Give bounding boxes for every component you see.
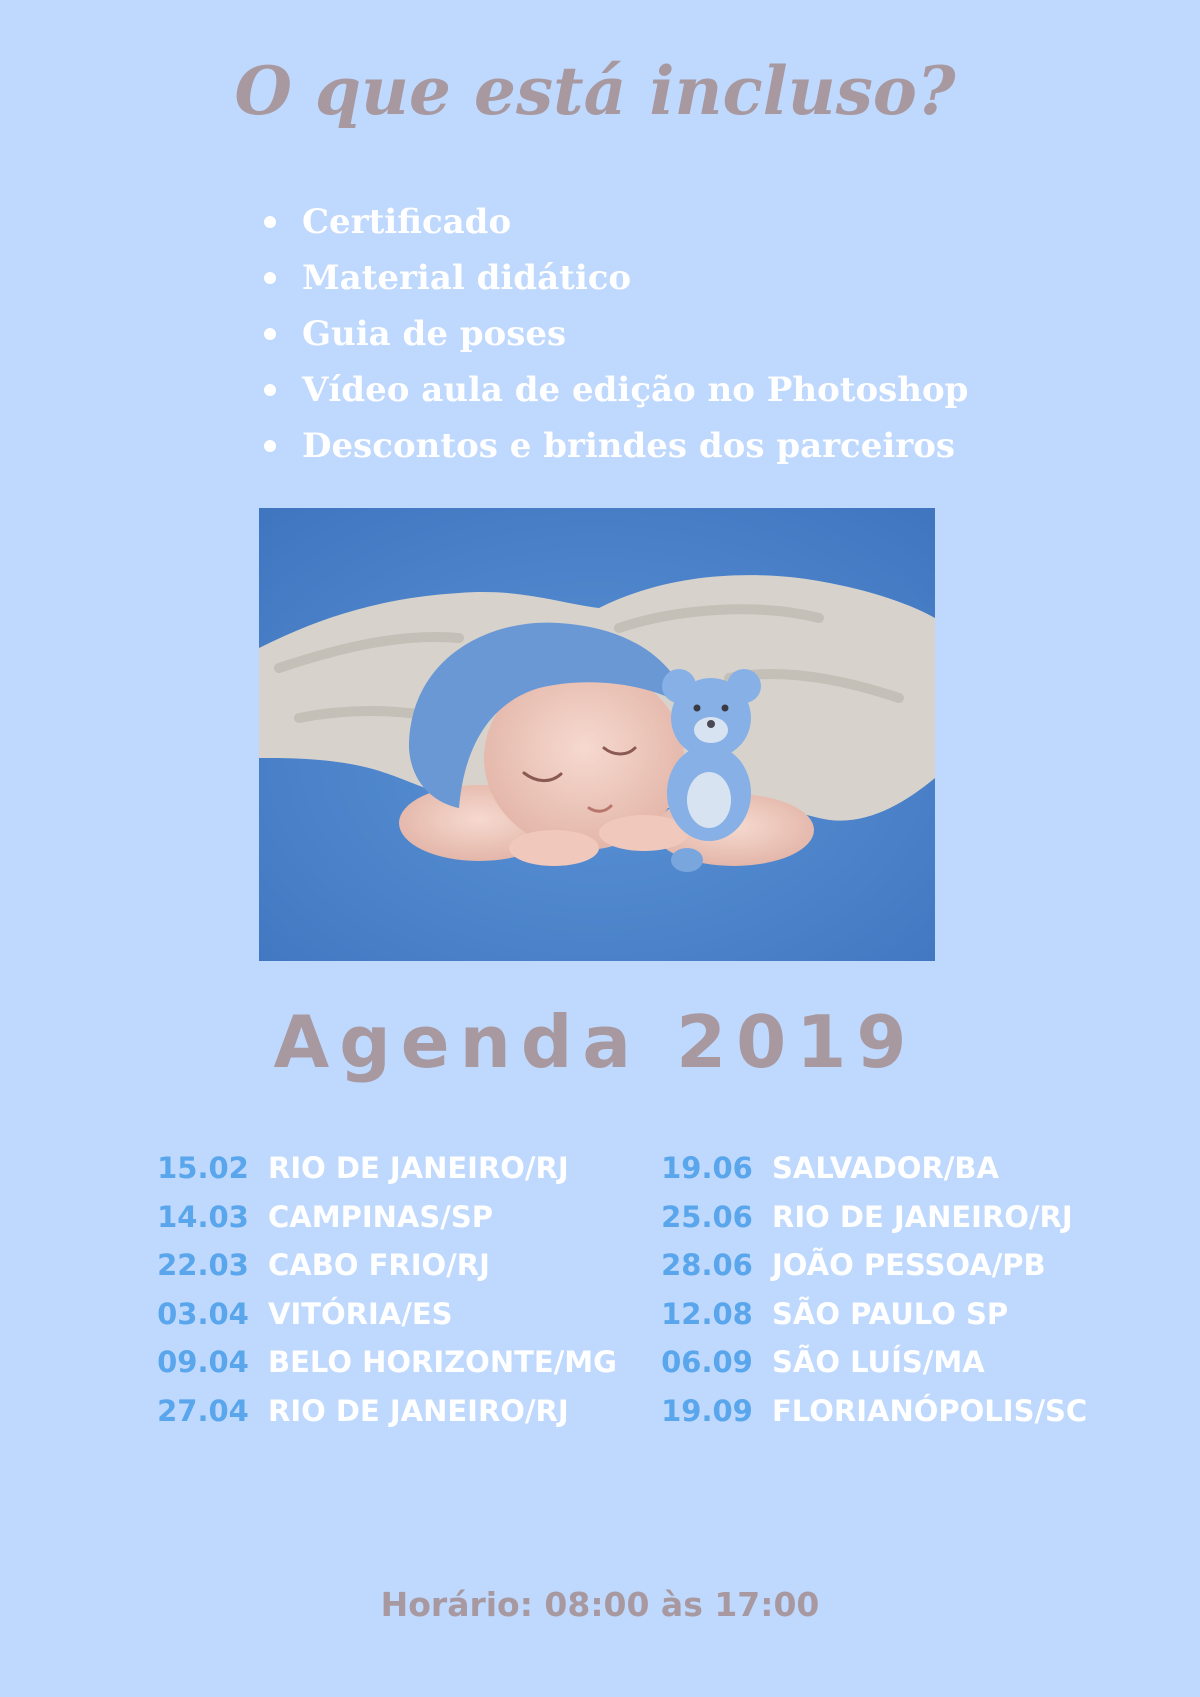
event-city: VITÓRIA/ES	[268, 1296, 453, 1331]
bullet-icon	[264, 328, 276, 340]
schedule-row	[652, 1338, 1087, 1387]
schedule-row	[148, 1193, 617, 1242]
schedule-row	[148, 1290, 617, 1339]
event-date: 03.04	[157, 1296, 249, 1331]
event-city: CABO FRIO/RJ	[268, 1248, 490, 1283]
event-city: CAMPINAS/SP	[268, 1199, 493, 1234]
event-date: 15.02	[157, 1151, 249, 1186]
event-city: FLORIANÓPOLIS/SC	[772, 1393, 1088, 1428]
event-date: 14.03	[157, 1199, 249, 1234]
bullet-icon	[264, 216, 276, 228]
event-city: SÃO PAULO SP	[772, 1296, 1009, 1331]
event-city: SÃO LUÍS/MA	[772, 1345, 985, 1380]
schedule-row	[652, 1387, 1087, 1436]
include-label: Descontos e brindes dos parceiros	[302, 426, 956, 466]
event-city: SALVADOR/BA	[772, 1151, 999, 1186]
list-item	[262, 254, 968, 310]
event-city: RIO DE JANEIRO/RJ	[268, 1393, 569, 1428]
event-date: 19.06	[661, 1151, 753, 1186]
schedule-row	[652, 1193, 1087, 1242]
schedule-row	[148, 1241, 617, 1290]
newborn-illustration	[259, 508, 935, 961]
include-label: Guia de poses	[302, 314, 567, 354]
bullet-icon	[264, 440, 276, 452]
schedule-row	[148, 1338, 617, 1387]
event-city: RIO DE JANEIRO/RJ	[772, 1199, 1073, 1234]
event-date: 25.06	[661, 1199, 753, 1234]
includes-list	[262, 198, 968, 478]
schedule-row	[652, 1144, 1087, 1193]
hours-text: Horário: 08:00 às 17:00	[380, 1585, 820, 1624]
schedule-row	[652, 1290, 1087, 1339]
event-date: 27.04	[157, 1393, 249, 1428]
event-city: RIO DE JANEIRO/RJ	[268, 1151, 569, 1186]
list-item	[262, 310, 968, 366]
bullet-icon	[264, 384, 276, 396]
event-date: 22.03	[157, 1248, 249, 1283]
schedule-row	[652, 1241, 1087, 1290]
event-date: 09.04	[157, 1345, 249, 1380]
schedule-right	[652, 1144, 1087, 1435]
include-label: Vídeo aula de edição no Photoshop	[302, 370, 969, 410]
event-date: 12.08	[661, 1296, 753, 1331]
list-item	[262, 366, 968, 422]
page-title: O que está incluso?	[234, 52, 956, 130]
event-city: BELO HORIZONTE/MG	[268, 1345, 617, 1380]
list-item	[262, 422, 968, 478]
bullet-icon	[264, 272, 276, 284]
event-date: 06.09	[661, 1345, 753, 1380]
event-date: 28.06	[661, 1248, 753, 1283]
include-label: Material didático	[302, 258, 632, 298]
schedule-row	[148, 1387, 617, 1436]
schedule-row	[148, 1144, 617, 1193]
event-date: 19.09	[661, 1393, 753, 1428]
event-city: JOÃO PESSOA/PB	[772, 1248, 1046, 1283]
newborn-photo	[259, 508, 935, 961]
list-item	[262, 198, 968, 254]
include-label: Certificado	[302, 202, 512, 242]
schedule-left	[148, 1144, 617, 1435]
agenda-title: Agenda 2019	[273, 1000, 917, 1084]
